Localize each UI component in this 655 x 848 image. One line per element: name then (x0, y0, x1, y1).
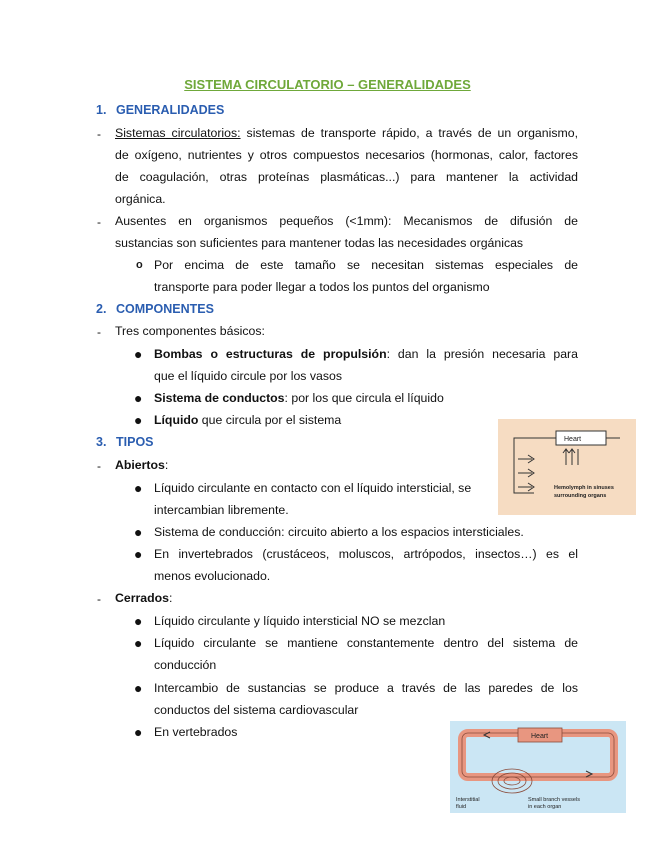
closed-circulation-diagram (450, 721, 626, 813)
paragraph-text: sistemas de transporte rápido, a través de un organismo, (246, 126, 578, 140)
paragraph-line: Intercambio de sustancias se produce a través de las paredes de los (154, 681, 578, 695)
dash-marker: - (97, 127, 101, 141)
paragraph-line: de coagulación, otras proteínas plasmáticas...) para mantener la actividad (115, 170, 578, 184)
paragraph-line: En vertebrados (154, 725, 238, 739)
dash-marker: - (97, 215, 101, 229)
paragraph-line: Líquido circulante en contacto con el líquido intersticial, se (154, 481, 472, 495)
section-number: 3. (96, 435, 107, 449)
figure-label: Small branch vessels (528, 797, 580, 803)
bullet-dot: ● (134, 480, 143, 496)
heart-label: Heart (531, 733, 549, 740)
figure-label: in each organ (528, 804, 562, 810)
dash-marker: - (97, 325, 101, 339)
bullet-dot: ● (134, 524, 143, 540)
paragraph-line: sustancias son suficientes para mantener todas las necesidades orgánicas (115, 236, 524, 250)
paragraph-line: Líquido circulante se mantiene constantemente dentro del sistema de (154, 636, 578, 650)
bullet-dot: ● (134, 680, 143, 696)
heart-label: Heart (564, 436, 582, 443)
paragraph-line: Líquido circulante y líquido intersticial NO se mezclan (154, 614, 446, 628)
paragraph-line (154, 412, 341, 428)
paragraph-line: En invertebrados (crustáceos, moluscos, artrópodos, insectos…) es el (154, 547, 578, 561)
colon: : (169, 591, 173, 605)
section-title: GENERALIDADES (116, 103, 225, 117)
paragraph-line: de oxígeno, nutrientes y otros compuestos necesarios (hormonas, calor, factores (115, 148, 578, 162)
paragraph-line (154, 346, 578, 362)
paragraph-line: conducción (154, 658, 217, 672)
page-title: SISTEMA CIRCULATORIO – GENERALIDADES (184, 77, 471, 92)
figure-label: fluid (456, 804, 467, 810)
paragraph-line: menos evolucionado. (154, 569, 271, 583)
section-heading-generalidades (96, 103, 224, 117)
colon: : (164, 458, 169, 472)
paragraph-line: que el líquido circule por los vasos (154, 369, 342, 383)
bullet-dot: ● (134, 546, 143, 562)
paragraph-line (115, 125, 578, 141)
figure-label: Interstitial (456, 797, 480, 803)
bullet-dot: ● (134, 724, 143, 740)
bullet-dot: ● (134, 346, 143, 362)
section-number: 2. (96, 302, 107, 316)
circle-bullet: o (136, 259, 143, 271)
term-label: Sistemas circulatorios: (115, 126, 241, 140)
bullet-dot: ● (134, 390, 143, 406)
paragraph-line (154, 390, 444, 406)
paragraph-line: intercambian libremente. (154, 503, 289, 517)
figure-caption: Hemolymph in sinuses (554, 485, 614, 491)
paragraph-line (115, 590, 172, 606)
paragraph-line: Ausentes en organismos pequeños (<1mm): Mecanismos de difusión de (115, 214, 578, 228)
open-circulation-diagram (498, 419, 636, 515)
paragraph-line: Sistema de conducción: circuito abierto a los espacios intersticiales. (154, 525, 524, 539)
bold-term: Sistema de conductos (154, 391, 285, 405)
paragraph-line: conductos del sistema cardiovascular (154, 703, 359, 717)
bold-term: Líquido (154, 413, 199, 427)
paragraph-line: transporte para poder llegar a todos los puntos del organismo (154, 280, 490, 294)
section-title: COMPONENTES (116, 302, 214, 316)
section-heading-componentes (96, 302, 214, 316)
bold-term: Abiertos (115, 458, 165, 472)
paragraph-text: que circula por el sistema (198, 413, 342, 427)
bullet-dot: ● (134, 635, 143, 651)
paragraph-line: orgánica. (115, 192, 166, 206)
paragraph-line (115, 457, 168, 473)
section-number: 1. (96, 103, 107, 117)
dash-marker: - (97, 459, 101, 473)
paragraph-line: Tres componentes básicos: (115, 324, 265, 338)
section-title: TIPOS (116, 435, 154, 449)
paragraph-line: Por encima de este tamaño se necesitan sistemas especiales de (154, 258, 578, 272)
bold-term: Bombas o estructuras de propulsión (154, 347, 387, 361)
dash-marker: - (97, 592, 101, 606)
bullet-dot: ● (134, 613, 143, 629)
figure-caption: surrounding organs (554, 493, 607, 499)
bold-term: Cerrados (115, 591, 169, 605)
paragraph-text: : dan la presión necesaria para (386, 347, 578, 361)
paragraph-text: : por los que circula el líquido (284, 391, 444, 405)
section-heading-tipos (96, 435, 154, 449)
bullet-dot: ● (134, 412, 143, 428)
